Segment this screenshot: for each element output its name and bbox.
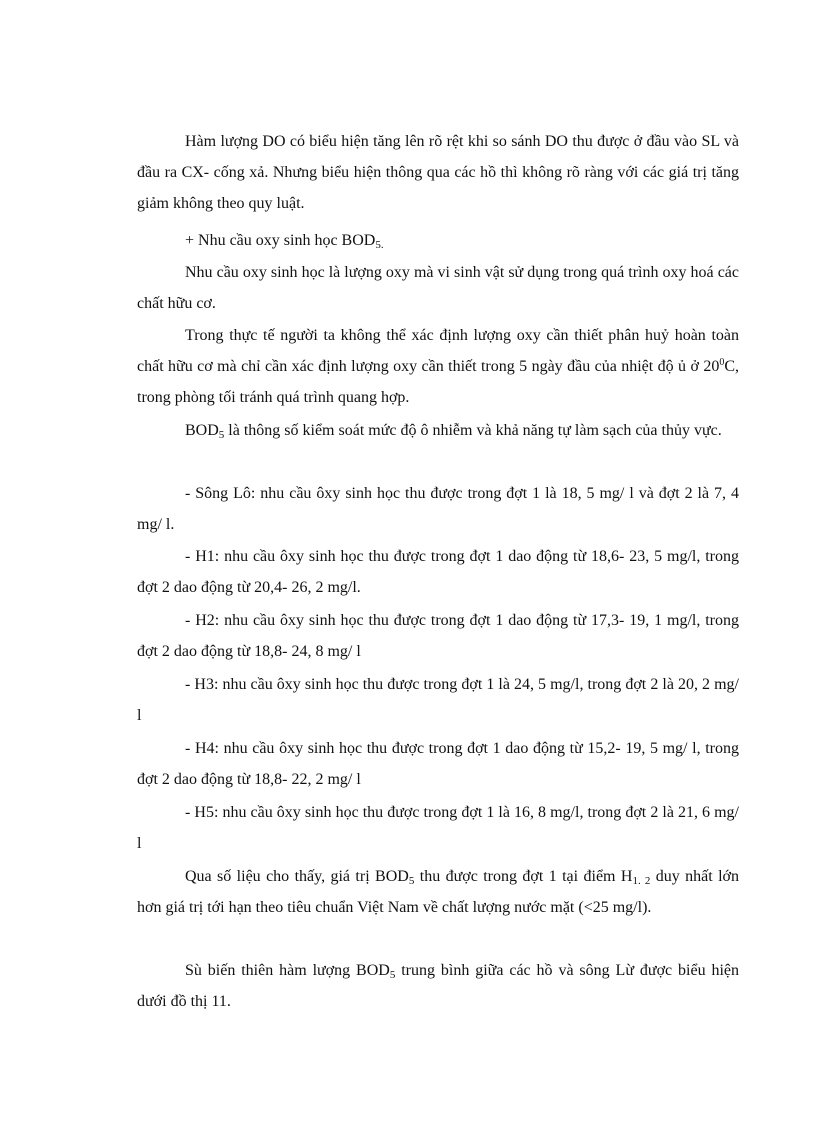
paragraph-text: thu được trong đợt 1 tại điểm H — [414, 868, 633, 885]
paragraph-text: Nhu cầu oxy sinh học là lượng oxy mà vi sinh vật sử dụng trong quá trình oxy hoá các chất hữu cơ. — [137, 264, 739, 312]
paragraph-bod-method — [137, 320, 739, 413]
section-heading-bod5 — [137, 225, 739, 256]
paragraph-text: BOD — [185, 422, 219, 439]
paragraph-h4 — [137, 733, 739, 795]
paragraph-text: C, trong phòng tối tránh quá trình quang hợp. — [137, 358, 739, 406]
subscript: 5 — [389, 969, 396, 981]
paragraph-h1 — [137, 541, 739, 603]
paragraph-text: là thông số kiểm soát mức độ ô nhiễm và khả năng tự làm sạch của thủy vực. — [224, 422, 722, 439]
superscript: 0 — [719, 357, 725, 368]
paragraph-h5 — [137, 797, 739, 859]
paragraph-text: Sù biến thiên hàm lượng BOD — [185, 962, 390, 979]
paragraph-text: trung bình giữa các hồ và sông Lừ được biểu hiện dưới đồ thị 11. — [137, 962, 740, 1010]
paragraph-text: - H5: nhu cầu ôxy sinh học thu được trong đợt 1 là 16, 8 mg/l, trong đợt 2 là 21, 6 mg/ l — [137, 804, 739, 852]
paragraph-text: - H2: nhu cầu ôxy sinh học thu được trong đợt 1 dao động từ 17,3- 19, 1 mg/l, trong đợt 2 dao động từ 18,8- 24, 8 mg/ l — [137, 612, 739, 660]
paragraph-do-trend — [137, 126, 739, 219]
paragraph-text: - H1: nhu cầu ôxy sinh học thu được trong đợt 1 dao động từ 18,6- 23, 5 mg/l, trong đợt 2 dao động từ 20,4- 26, 2 mg/l. — [137, 548, 739, 596]
paragraph-text: - H3: nhu cầu ôxy sinh học thu được trong đợt 1 là 24, 5 mg/l, trong đợt 2 là 20, 2 mg/ l — [137, 676, 739, 724]
paragraph-conclusion — [137, 861, 739, 923]
paragraph-text: - Sông Lô: nhu cầu ôxy sinh học thu được trong đợt 1 là 18, 5 mg/ l và đợt 2 là 7, 4 mg/ l. — [137, 485, 739, 533]
subscript: 1. 2 — [632, 875, 651, 887]
paragraph-bod-indicator — [137, 415, 739, 446]
subscript: 5. — [375, 239, 384, 251]
paragraph-h2 — [137, 605, 739, 667]
subscript: 5 — [218, 429, 225, 441]
paragraph-text: Trong thực tế người ta không thể xác định lượng oxy cần thiết phân huỷ hoàn toàn chất hữu cơ mà chỉ cần xác định lượng oxy cần thiết trong 5 ngày đầu của nhiệt độ ủ ở 20 — [137, 327, 739, 375]
paragraph-text: - H4: nhu cầu ôxy sinh học thu được trong đợt 1 dao động từ 15,2- 19, 5 mg/ l, trong đợt 2 dao động từ 18,8- 22, 2 mg/ l — [137, 740, 739, 788]
paragraph-graph-reference — [137, 955, 739, 1017]
paragraph-text: Qua số liệu cho thấy, giá trị BOD — [185, 868, 409, 885]
paragraph-song-lo — [137, 478, 739, 540]
paragraph-bod-definition — [137, 257, 739, 319]
subscript: 5 — [408, 875, 415, 887]
paragraph-text: Hàm lượng DO có biểu hiện tăng lên rõ rệt khi so sánh DO thu được ở đầu vào SL và đầu ra CX- cống xả. Nhưng biểu hiện thông qua các hồ thì không rõ ràng với các giá trị tăng giảm không theo quy luật. — [137, 133, 739, 212]
heading-text: + Nhu cầu oxy sinh học BOD — [185, 232, 376, 249]
paragraph-h3 — [137, 669, 739, 731]
paragraph-text: duy nhất lớn hơn giá trị tới hạn theo tiêu chuẩn Việt Nam về chất lượng nước mặt (<25 mg/l). — [137, 868, 740, 916]
